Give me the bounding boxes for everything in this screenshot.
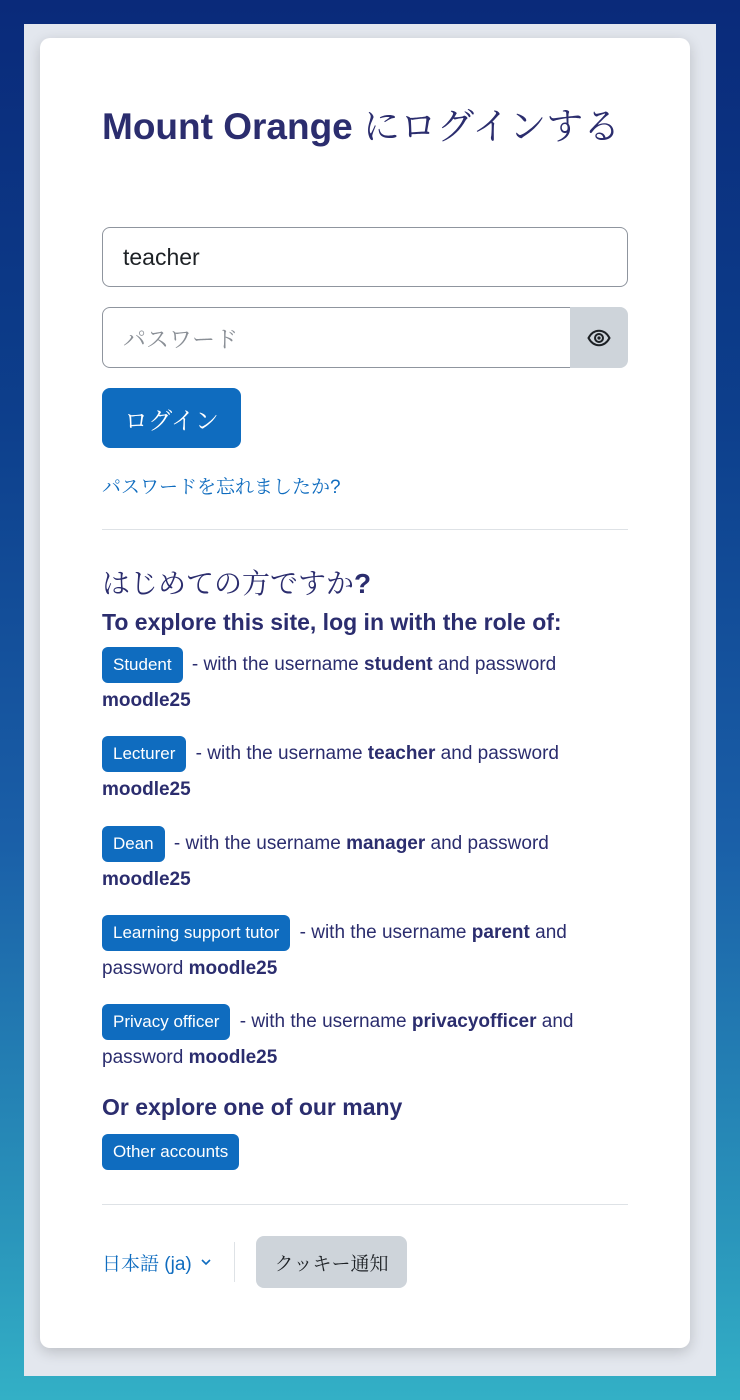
footer-row [102,1236,628,1288]
role-username: student [364,654,433,675]
role-password: moodle25 [188,1047,278,1068]
role-text: and password [102,1011,574,1068]
password-field[interactable] [102,307,572,368]
other-accounts-button[interactable]: Other accounts [102,1134,239,1170]
role-row-dean [102,826,628,898]
username-value: teacher [123,243,200,270]
role-row-lecturer [102,736,628,808]
chevron-down-icon [200,1256,212,1268]
role-row-privacy-officer [102,1004,628,1076]
student-login-button[interactable]: Student [102,647,183,683]
password-placeholder: パスワード [123,326,238,352]
other-accounts-wrapper [102,1134,243,1170]
role-text: and password [102,922,567,979]
role-text: - with the username [190,743,368,764]
first-time-text: はじめての方ですか [102,568,355,599]
title-suffix: にログインする [352,106,621,147]
dean-login-button[interactable]: Dean [102,826,165,862]
role-text: - with the username [294,922,472,943]
forgot-password-link[interactable]: パスワードを忘れましたか? [102,477,341,498]
eye-icon [587,326,611,350]
role-username: teacher [367,743,436,764]
login-button[interactable]: ログイン [102,388,241,448]
role-password: moodle25 [102,779,191,800]
role-text: and password [432,654,557,675]
language-selector[interactable] [102,1236,212,1288]
role-username: parent [471,922,530,943]
divider [102,529,628,530]
role-row-learning-support-tutor [102,915,628,987]
role-username: manager [346,833,426,854]
cookie-notice-button[interactable]: クッキー通知 [256,1236,407,1288]
username-field[interactable] [102,227,628,287]
language-label: 日本語 (ja) [102,1253,192,1275]
login-card [40,38,690,1348]
role-username: privacyofficer [411,1011,537,1032]
first-time-question-mark: ? [354,568,372,599]
explore-more-heading: Or explore one of our many [102,1094,403,1120]
first-time-heading [102,562,371,602]
privacy-officer-login-button[interactable]: Privacy officer [102,1004,230,1040]
password-group [102,307,628,368]
role-password: moodle25 [102,690,191,711]
role-text: - with the username [168,833,347,854]
lecturer-login-button[interactable]: Lecturer [102,736,186,772]
page-title [102,104,622,150]
learning-support-tutor-login-button[interactable]: Learning support tutor [102,915,290,951]
role-text: and password [425,833,549,854]
divider [102,1204,628,1205]
reveal-password-button[interactable] [570,307,628,368]
role-password: moodle25 [102,869,191,890]
site-name: Mount Orange [102,106,353,147]
role-text: - with the username [186,654,365,675]
explore-heading: To explore this site, log in with the role of: [102,609,562,635]
role-text: and password [435,743,559,764]
footer-separator [234,1242,235,1282]
role-password: moodle25 [188,958,278,979]
role-row-student [102,647,628,719]
role-text: - with the username [234,1011,412,1032]
